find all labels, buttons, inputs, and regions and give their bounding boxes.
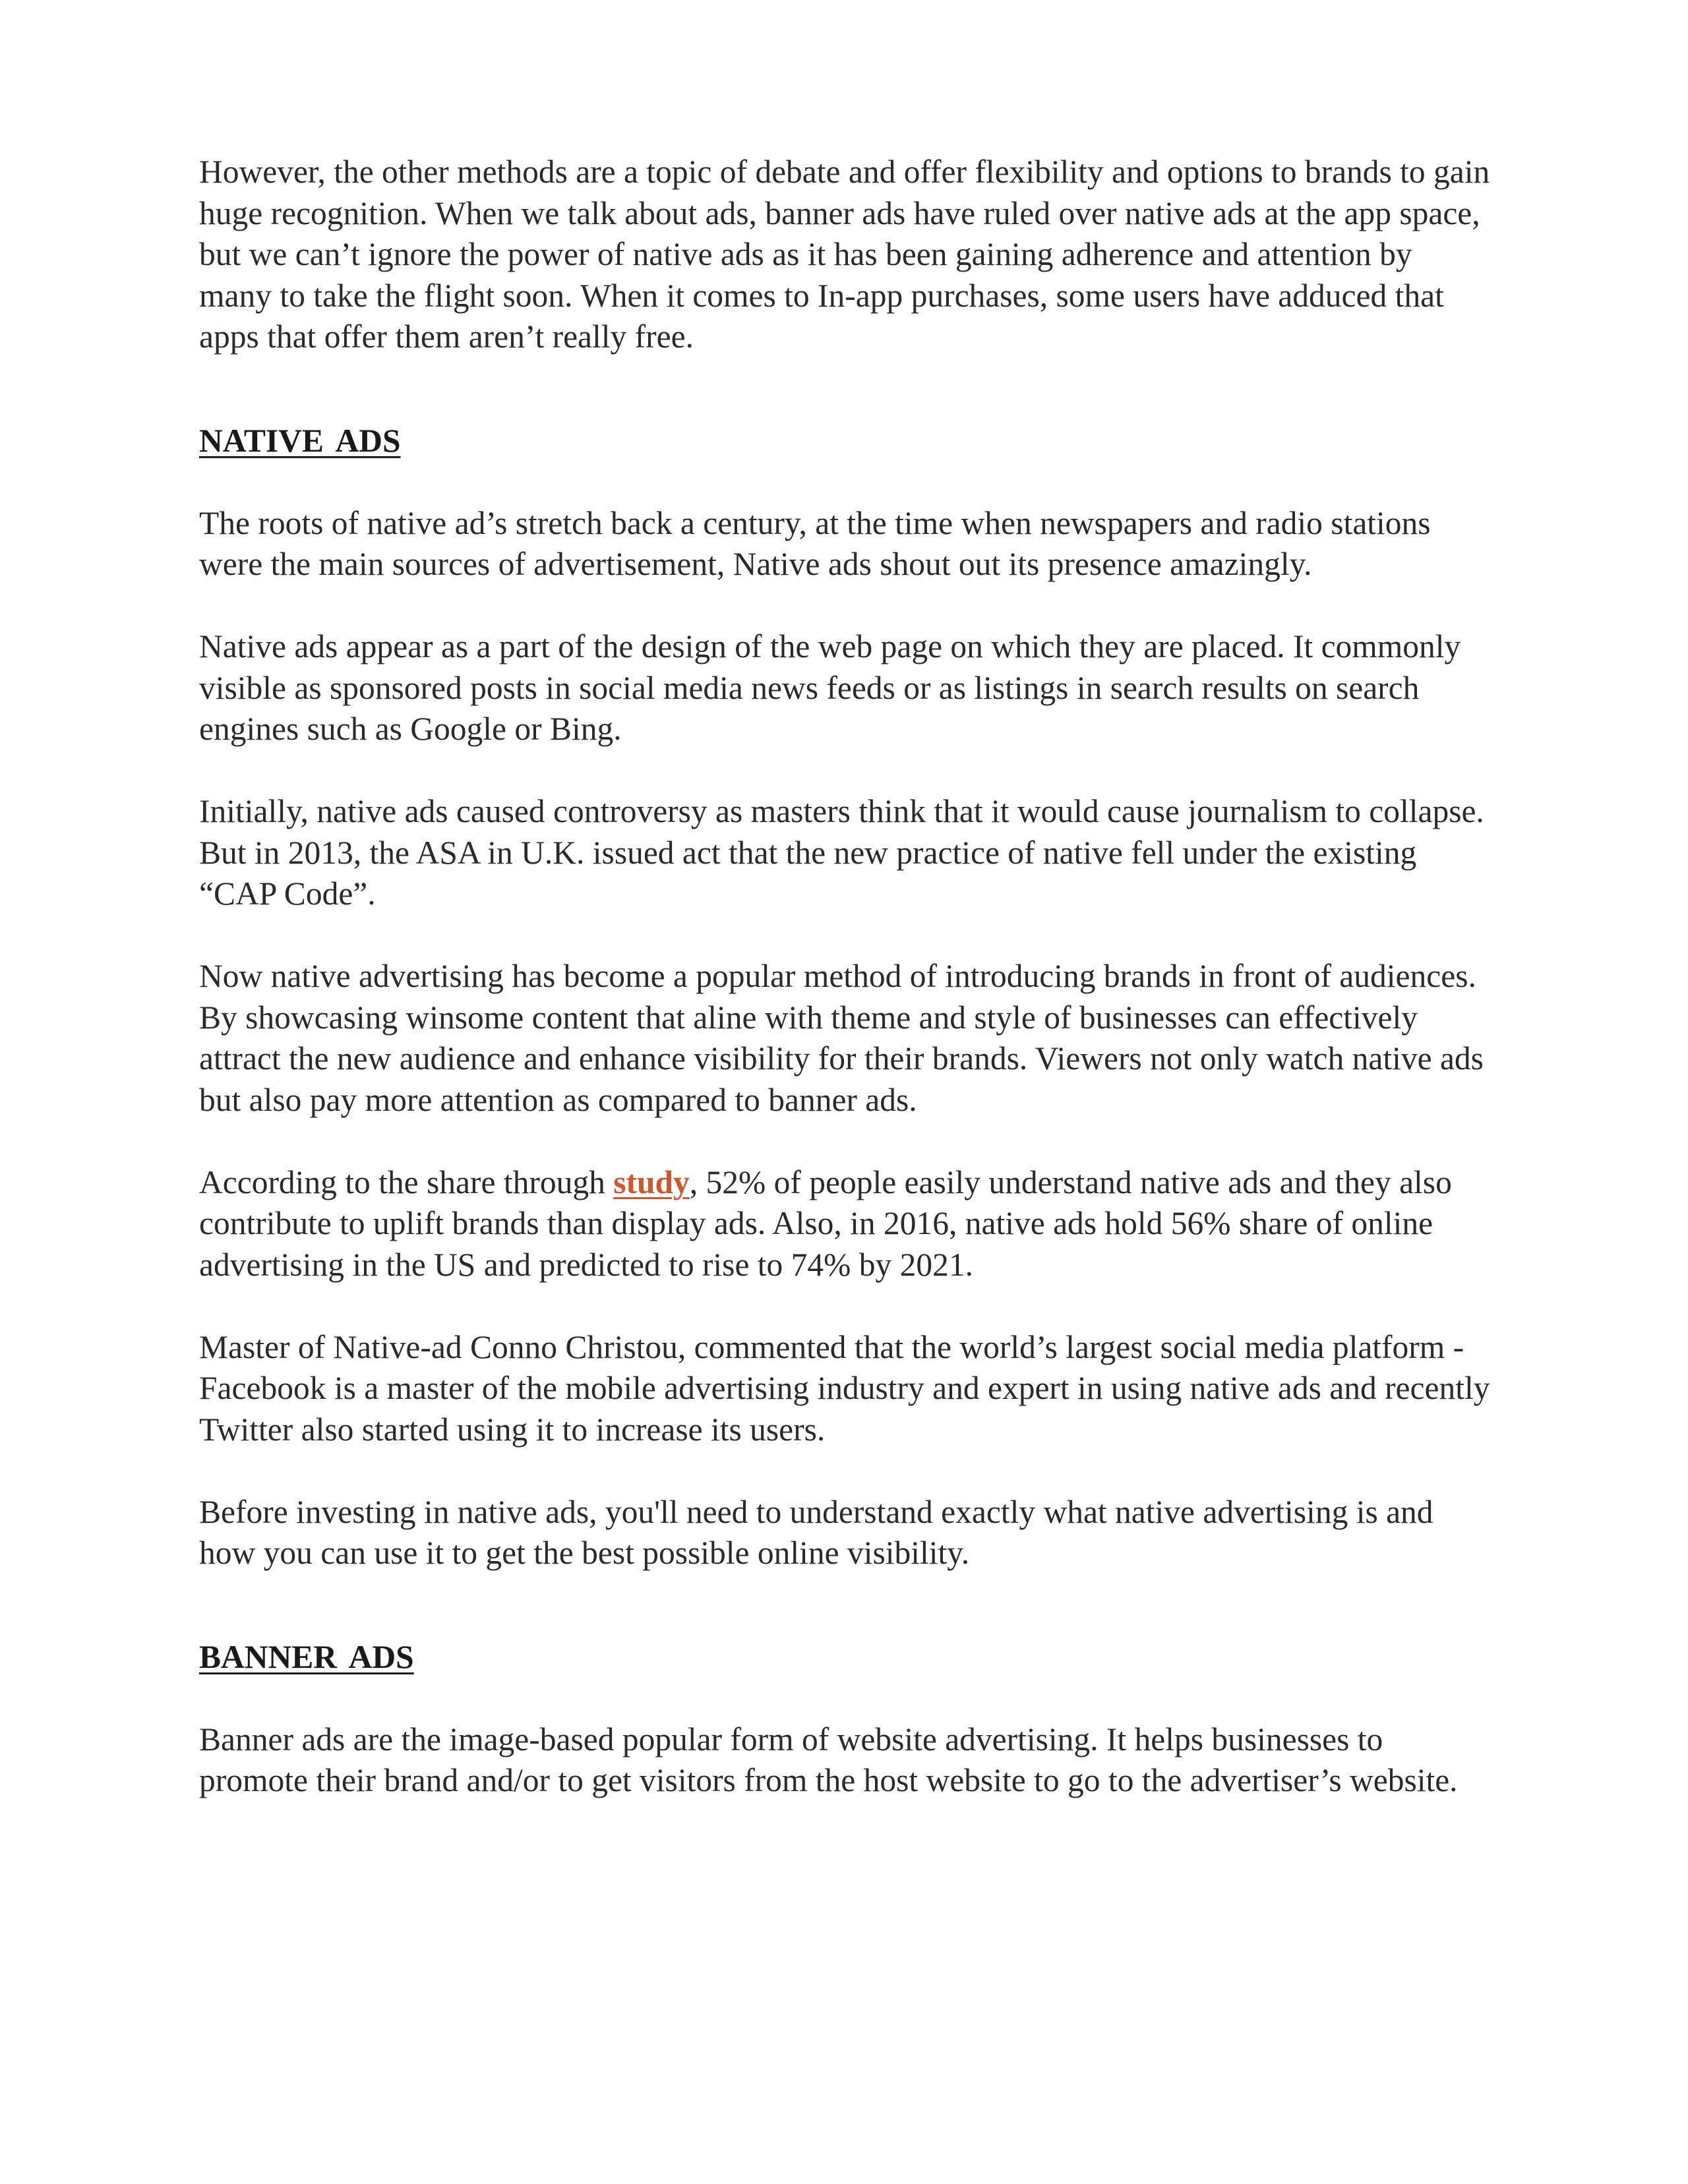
- native-ads-paragraph-4: Now native advertising has become a popular method of introducing brands in front of audiences. By showcasing winsome content that aline with theme and style of businesses can effectively attract the new audience and enhance visibility for their brands. Viewers not only watch native ads but also pay more attention as compared to banner ads.: [199, 958, 1484, 1118]
- banner-ads-heading: BANNER ADS: [199, 1638, 414, 1675]
- paragraph-5-trailing-text: , 52% of people easily understand native ads and they also contribute to uplift brands than display ads. Also, in 2016, native ads hold 56% share of online advertising in the US and predicted to rise to 74% by 2021.: [199, 1164, 1452, 1283]
- native-ads-paragraph-7: Before investing in native ads, you'll need to understand exactly what native advertising is and how you can use it to get the best possible online visibility.: [199, 1493, 1433, 1571]
- intro-paragraph: However, the other methods are a topic of debate and offer flexibility and options to brands to gain huge recognition. When we talk about ads, banner ads have ruled over native ads at the app space, but we can’t ignore the power of native ads as it has been gaining adherence and attention by many to take the flight soon. When it comes to In-app purchases, some users have adduced that apps that offer them aren’t really free.: [199, 154, 1490, 355]
- document-page: [199, 152, 1492, 1843]
- study-link[interactable]: study: [613, 1164, 690, 1200]
- banner-ads-paragraph-1: Banner ads are the image-based popular form of website advertising. It helps businesses to promote their brand and/or to get visitors from the host website to go to the advertiser’s website.: [199, 1721, 1458, 1798]
- native-ads-paragraph-2: Native ads appear as a part of the design of the web page on which they are placed. It commonly visible as sponsored posts in social media news feeds or as listings in search results on search engines such as Google or Bing.: [199, 628, 1461, 747]
- native-ads-heading: NATIVE ADS: [199, 422, 401, 459]
- native-ads-paragraph-6: Master of Native-ad Conno Christou, commented that the world’s largest social media platform - Facebook is a master of the mobile advertising industry and expert in using native ads and recently Twitter also started using it to increase its users.: [199, 1328, 1490, 1448]
- native-ads-paragraph-5: [199, 1162, 1492, 1286]
- native-ads-paragraph-1: The roots of native ad’s stretch back a century, at the time when newspapers and radio stations were the main sources of advertisement, Native ads shout out its presence amazingly.: [199, 504, 1431, 582]
- paragraph-5-lead-text: According to the share through: [199, 1164, 614, 1200]
- native-ads-paragraph-3: Initially, native ads caused controversy as masters think that it would cause journalism to collapse. But in 2013, the ASA in U.K. issued act that the new practice of native fell under the existing “CAP Code”.: [199, 793, 1484, 912]
